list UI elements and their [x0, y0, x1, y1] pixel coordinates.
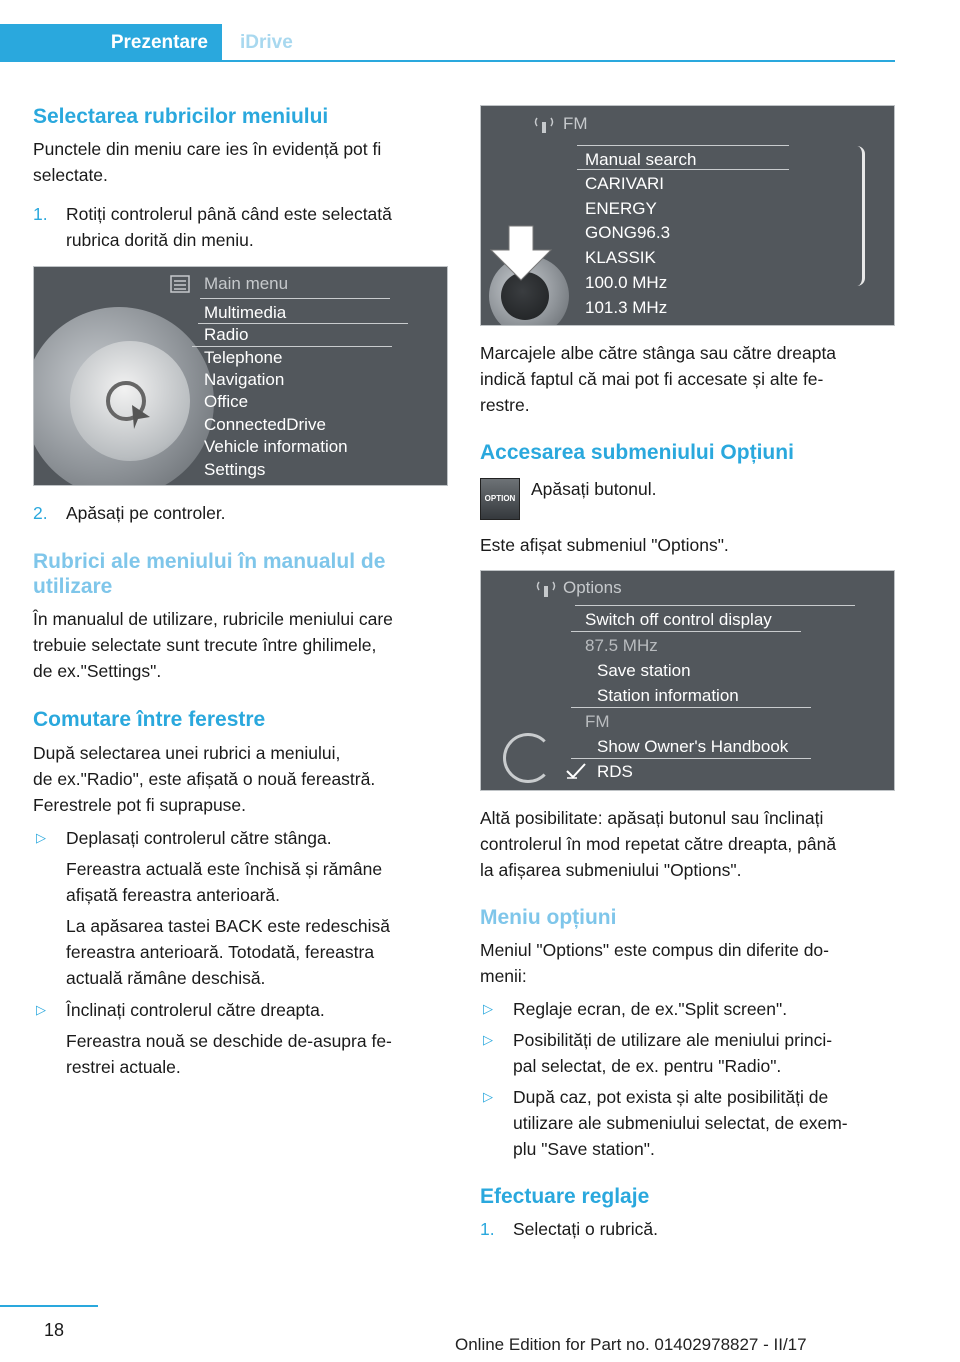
step-selectati: Selectați o rubrică. — [513, 1219, 658, 1239]
bullet-triangle-icon: ▷ — [483, 1089, 493, 1104]
page-header — [0, 24, 960, 62]
bullet-posibilitati-2: pal selectat, de ex. pentru "Radio". — [513, 1056, 782, 1076]
option-show-owners-handbook[interactable]: Show Owner's Handbook — [597, 737, 789, 756]
para-apasati: Apăsați butonul. — [531, 479, 657, 499]
para-rubrici-3: de ex."Settings". — [33, 661, 162, 681]
screen-title: Main menu — [204, 274, 289, 293]
step2-text: Apăsați pe controler. — [66, 503, 226, 523]
heading-meniu-optiuni: Meniu opțiuni — [480, 906, 617, 929]
section-tab-idrive[interactable]: iDrive — [240, 32, 293, 53]
option-button-icon[interactable]: OPTION — [480, 478, 520, 520]
bullet2-text: Înclinați controlerul către dreapta. — [66, 1000, 325, 1020]
heading-accesare: Accesarea submeniului Opțiuni — [480, 441, 794, 464]
bullet2-p1-1: Fereastra nouă se deschide de-asupra fe‐ — [66, 1031, 392, 1051]
para-alta-2: controlerul în mod repetat către dreapta, până — [480, 834, 837, 854]
menu-item-telephone[interactable]: Telephone — [204, 348, 283, 367]
option-switch-off-display[interactable]: Switch off control display — [585, 610, 772, 629]
para-rubrici-2: trebuie selectate sunt trecute între ghilimele, — [33, 635, 377, 655]
step-number: 2. — [33, 503, 48, 523]
fm-item-1000-mhz[interactable]: 100.0 MHz — [585, 273, 668, 292]
radio-signal-icon — [533, 114, 555, 134]
bullet-triangle-icon: ▷ — [36, 830, 46, 845]
step-number: 1. — [33, 204, 48, 224]
fm-item-energy[interactable]: ENERGY — [585, 199, 657, 218]
option-group-frequency: 87.5 MHz — [585, 636, 658, 655]
menu-item-vehicle-information[interactable]: Vehicle information — [204, 437, 348, 456]
bullet-triangle-icon: ▷ — [483, 1001, 493, 1016]
bullet1-p1-1: Fereastra actuală este închisă și rămâne — [66, 859, 383, 879]
para-marcaje-3: restre. — [480, 395, 530, 415]
bullet-triangle-icon: ▷ — [483, 1032, 493, 1047]
scroll-marker-right — [857, 146, 865, 286]
down-arrow-icon — [489, 224, 553, 282]
divider — [200, 298, 390, 299]
bullet-dupa-caz-1: După caz, pot exista și alte posibilități de — [513, 1087, 829, 1107]
highlight-top — [198, 323, 408, 324]
highlight-top — [577, 145, 789, 146]
footer-rule — [0, 1305, 98, 1307]
rotate-arrow-icon — [86, 361, 166, 441]
para-afisat: Este afișat submeniul "Options". — [480, 535, 729, 555]
bullet2-p1-2: restrei actuale. — [66, 1057, 181, 1077]
fm-item-carivari[interactable]: CARIVARI — [585, 174, 665, 193]
step-number: 1. — [480, 1219, 495, 1239]
heading-efectuare: Efectuare reglaje — [480, 1185, 650, 1208]
para-comutare-3: Ferestrele pot fi suprapuse. — [33, 795, 247, 815]
radio-signal-icon — [535, 578, 557, 598]
para-marcaje-1: Marcajele albe către stânga sau către dreapta — [480, 343, 837, 363]
section-tab-prezentare[interactable]: Prezentare — [0, 24, 222, 62]
fm-item-gong963[interactable]: GONG96.3 — [585, 223, 671, 242]
option-station-information[interactable]: Station information — [597, 686, 739, 705]
menu-item-office[interactable]: Office — [204, 392, 249, 411]
bullet-dupa-caz-3: plu "Save station". — [513, 1139, 655, 1159]
menu-item-navigation[interactable]: Navigation — [204, 370, 285, 389]
checkbox-checked-icon[interactable] — [565, 762, 587, 780]
menu-item-settings[interactable]: Settings — [204, 460, 266, 479]
screen-title: FM — [563, 114, 588, 133]
bullet-posibilitati-1: Posibilități de utilizare ale meniului princi‐ — [513, 1030, 833, 1050]
page-number: 18 — [44, 1320, 65, 1340]
menu-item-connecteddrive[interactable]: ConnectedDrive — [204, 415, 326, 434]
screen-title: Options — [563, 578, 622, 597]
fm-screen — [480, 105, 895, 326]
options-screen — [480, 570, 895, 791]
fm-item-klassik[interactable]: KLASSIK — [585, 248, 656, 267]
fm-item-manual-search[interactable]: Manual search — [585, 150, 697, 169]
step1-line1: Rotiți controlerul până când este selectată — [66, 204, 392, 224]
highlight-bottom — [577, 169, 789, 170]
step1-line2: rubrica dorită din meniu. — [66, 230, 254, 250]
para-marcaje-2: indică faptul că mai pot fi accesate și alte fe‐ — [480, 369, 824, 389]
para-meniu-2: menii: — [480, 966, 527, 986]
menu-list-icon — [170, 275, 190, 293]
menu-item-multimedia[interactable]: Multimedia — [204, 303, 287, 322]
divider — [571, 707, 811, 708]
para-comutare-2: de ex."Radio", este afișată o nouă fereastră. — [33, 769, 376, 789]
para-comutare-1: După selectarea unei rubrici a meniului, — [33, 743, 341, 763]
heading-rubrici-2: utilizare — [33, 575, 113, 598]
option-rds[interactable]: RDS — [597, 762, 633, 781]
bullet1-text: Deplasați controlerul către stânga. — [66, 828, 332, 848]
bullet1-p1-2: afișată fereastra anterioară. — [66, 885, 281, 905]
divider — [571, 758, 811, 759]
para-select-2: selectate. — [33, 165, 108, 185]
bullet-reglaje: Reglaje ecran, de ex."Split screen". — [513, 999, 788, 1019]
bullet1-p2-2: fereastra anterioară. Totodată, fereastra — [66, 942, 375, 962]
main-menu-screen — [33, 266, 448, 486]
para-rubrici-1: În manualul de utilizare, rubricile meniului care — [33, 609, 393, 629]
knob-edge — [503, 733, 553, 783]
option-save-station[interactable]: Save station — [597, 661, 691, 680]
highlight-bottom — [571, 631, 801, 632]
menu-item-radio[interactable]: Radio — [204, 325, 249, 344]
edition-note: Online Edition for Part no. 01402978827 - II/17 — [455, 1335, 807, 1354]
option-group-fm: FM — [585, 712, 610, 731]
bullet-triangle-icon: ▷ — [36, 1002, 46, 1017]
bullet1-p2-1: La apăsarea tastei BACK este redeschisă — [66, 916, 390, 936]
highlight-top — [575, 605, 855, 606]
para-alta-1: Altă posibilitate: apăsați butonul sau înclinați — [480, 808, 824, 828]
para-select-1: Punctele din meniu care ies în evidență pot fi — [33, 139, 382, 159]
para-meniu-1: Meniul "Options" este compus din diferite do‐ — [480, 940, 829, 960]
fm-item-1013-mhz[interactable]: 101.3 MHz — [585, 298, 668, 317]
bullet1-p2-3: actuală rămâne deschisă. — [66, 968, 266, 988]
para-alta-3: la afișarea submeniului "Options". — [480, 860, 742, 880]
heading-comutare: Comutare între ferestre — [33, 708, 266, 731]
heading-rubrici-1: Rubrici ale meniului în manualul de — [33, 550, 386, 573]
bullet-dupa-caz-2: utilizare ale submeniului selectat, de exem‐ — [513, 1113, 848, 1133]
heading-selectare: Selectarea rubricilor meniului — [33, 105, 329, 128]
